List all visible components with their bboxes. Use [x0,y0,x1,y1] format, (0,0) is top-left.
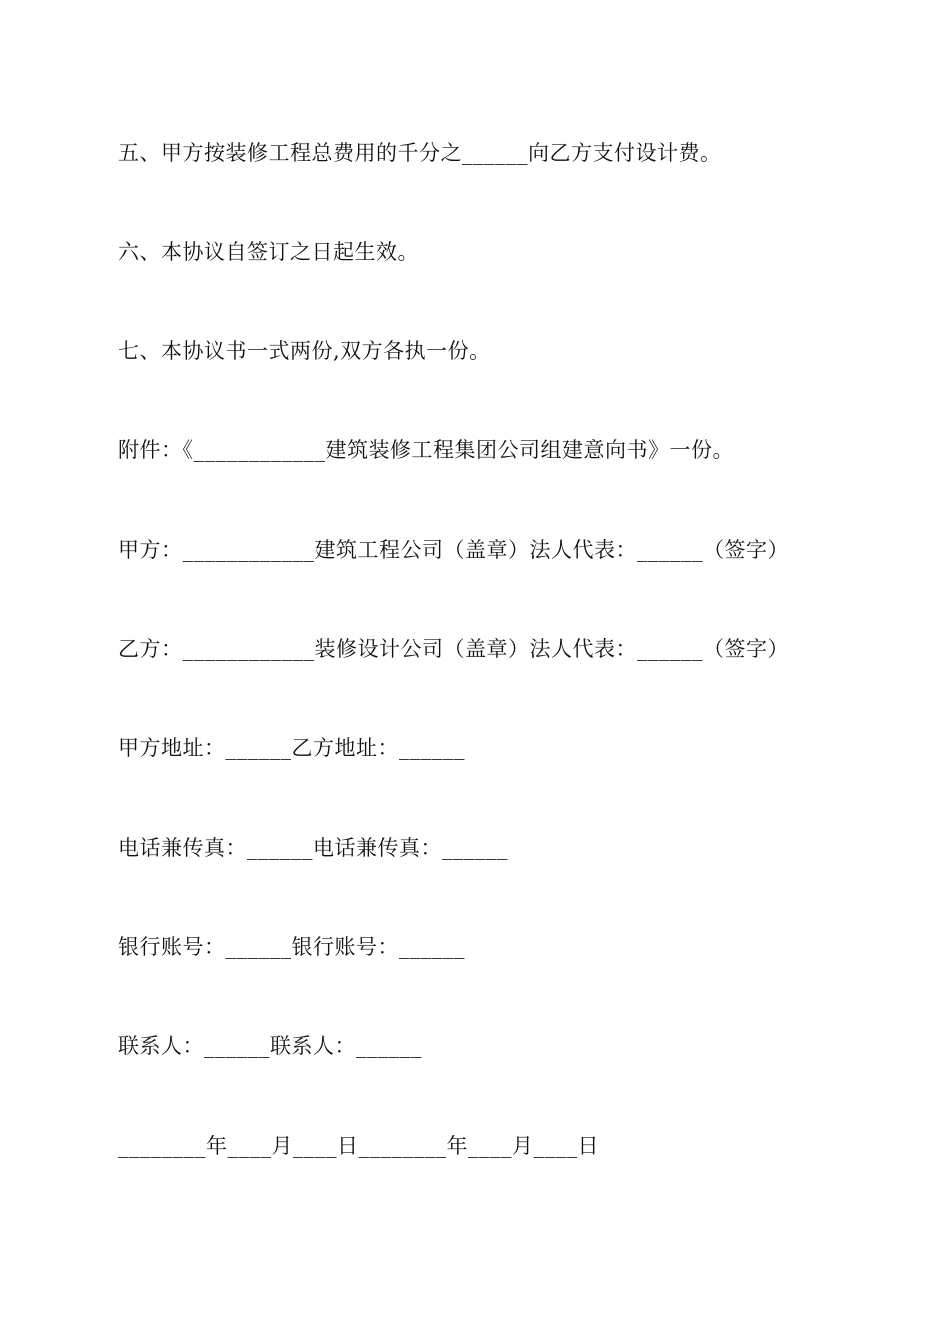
party-b-signature-line: 乙方：____________装修设计公司（盖章）法人代表：______（签字） [118,637,789,661]
attachment-line: 附件：《____________建筑装修工程集团公司组建意向书》一份。 [118,438,734,462]
clause-7-copies: 七、本协议书一式两份,双方各执一份。 [118,339,491,363]
address-line: 甲方地址：______乙方地址：______ [118,736,465,760]
date-line: ________年____月____日________年____月____日 [118,1134,599,1158]
phone-fax-line: 电话兼传真：______电话兼传真：______ [118,836,508,860]
clause-6-effective-date: 六、本协议自签订之日起生效。 [118,240,419,264]
contact-person-line: 联系人：______联系人：______ [118,1034,422,1058]
clause-5-design-fee: 五、甲方按装修工程总费用的千分之______向乙方支付设计费。 [118,141,722,165]
party-a-signature-line: 甲方：____________建筑工程公司（盖章）法人代表：______（签字） [118,538,789,562]
bank-account-line: 银行账号：______银行账号：______ [118,935,465,959]
